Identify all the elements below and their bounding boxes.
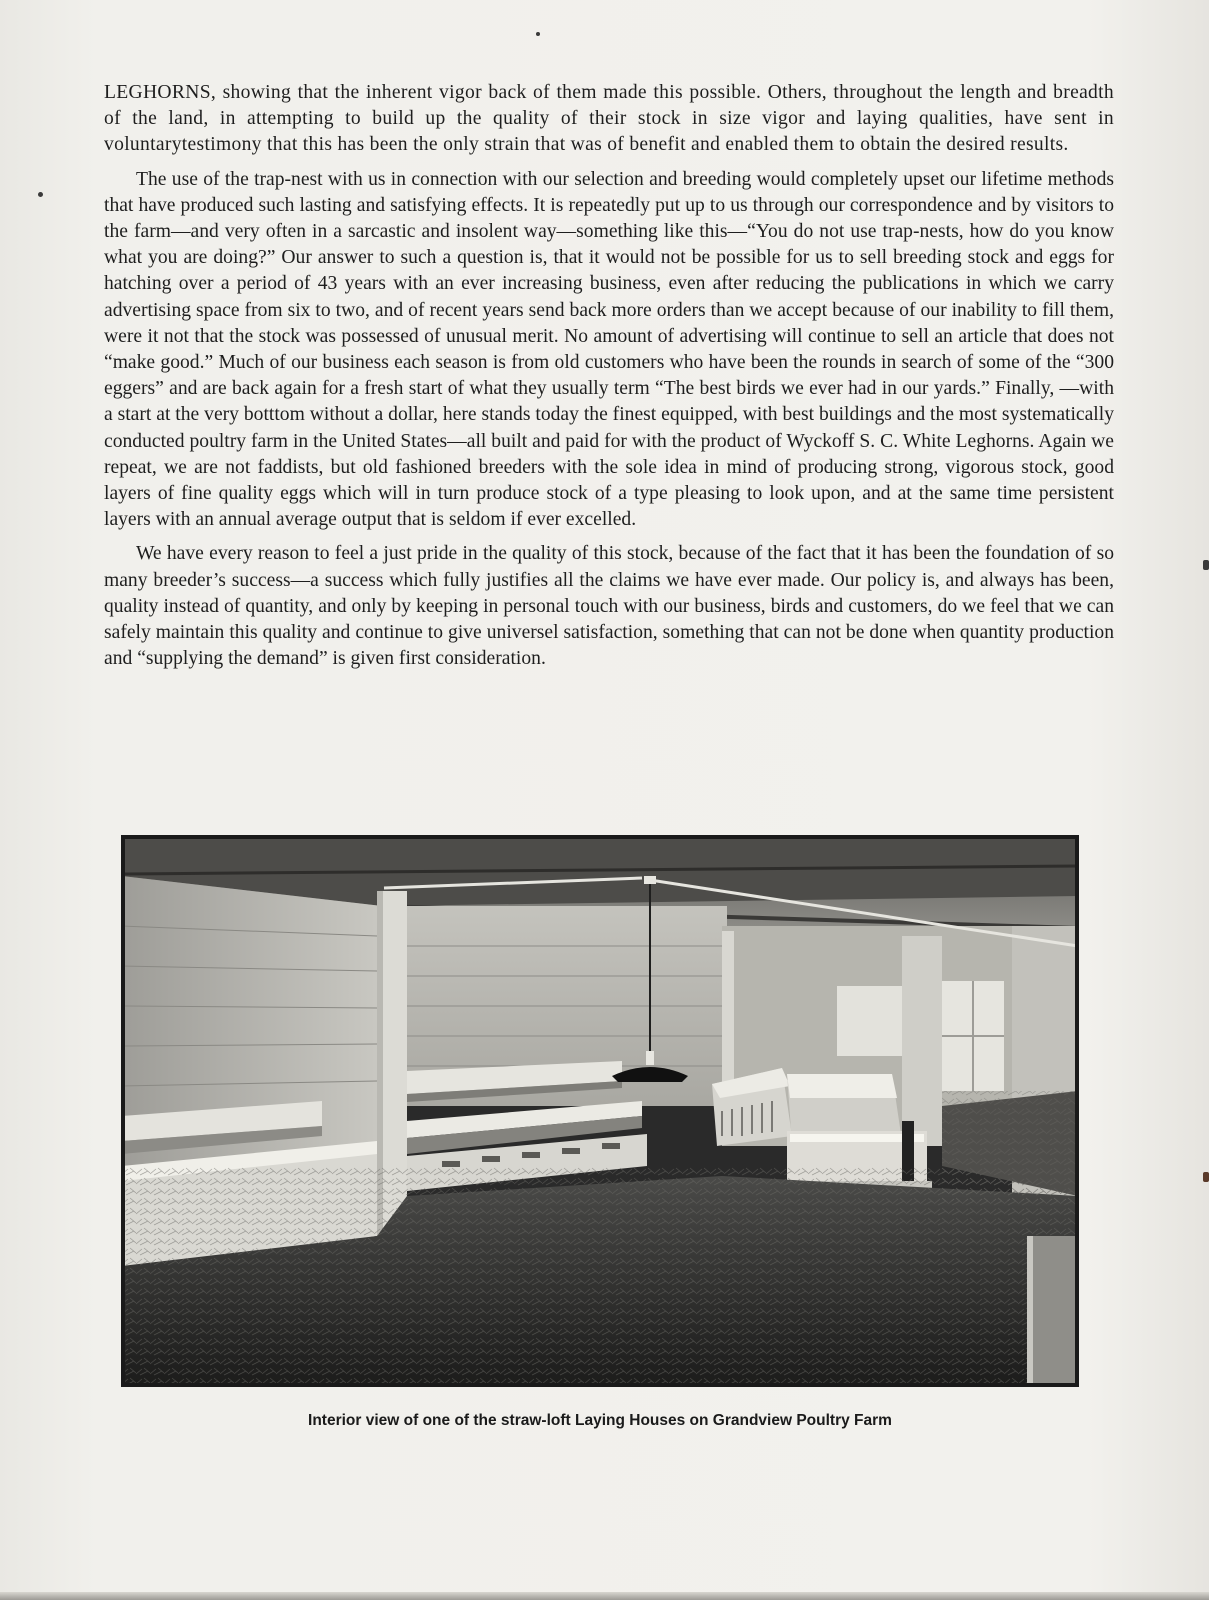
laying-house-photo-drawing [122,836,1078,1386]
paper-speck [536,32,540,36]
paragraph-1: LEGHORNS, showing that the inherent vigor back of them made this possible. Others, throughout the length and breadth of the land, in attempting to build up the quality of their stock in size vigor and laying qualities, have sent in voluntarytestimony that this has been the only strain that was of benefit and enabled them to obtain the desired results. [104,82,1114,156]
paper-speck [1203,560,1209,570]
paragraph-2: The use of the trap-nest with us in connection with our selection and breeding would completely upset our lifetime methods that have produced such lasting and satisfying effects. It is repeatedly put up to us through our correspondence and by visitors to the farm—and very often in a sarcastic and insolent way—something like this—“You do not use trap-nests, how do you know what you are doing?” Our answer to such a question is, that it would not be possible for us to sell breeding stock and eggs for hatching over a period of 43 years with an ever increasing business, even after reducing the publications in which we carry advertising space from six to two, and of recent years send back more orders than we accept because of our inability to fill them, were it not that the stock was possessed of unusual merit. No amount of advertising will continue to sell an article that does not “make good.” Much of our business each season is from old customers who have been the rounds in search of some of the “300 eggers” and are back again for a fresh start of what they usually term “The best birds we ever had in our yards.” Finally, —with a start at the very botttom without a dollar, here stands today the finest equipped, with best buildings and the most systematically conducted poultry farm in the United States—all built and paid for with the product of Wyckoff S. C. White Leghorns. Again we repeat, we are not faddists, but old fashioned breeders with the sole idea in mind of producing strong, vigorous stock, good layers of fine quality eggs which will in turn produce stock of a type pleasing to look upon, and at the same time persistent layers with an annual average output that is seldom if ever excelled. [104,168,1114,531]
paragraph-3: We have every reason to feel a just pride in the quality of this stock, because of the fact that it has been the foundation of so many breeder’s success—a success which fully justifies all the claims we have ever made. Our policy is, and always has been, quality instead of quantity, and only by keeping in personal touch with our business, birds and customers, do we feel that we can safely maintain this quality and continue to give universel satisfaction, something that can not be done when quantity production and “supplying the demand” is given first consideration. [104,543,1114,670]
laying-house-photo [122,836,1078,1386]
paper-speck [1203,1172,1209,1182]
article-body [104,80,1114,680]
paper-speck [38,192,43,197]
page-edge [0,1592,1209,1600]
photo-caption: Interior view of one of the straw-loft Laying Houses on Grandview Poultry Farm [308,1412,892,1429]
